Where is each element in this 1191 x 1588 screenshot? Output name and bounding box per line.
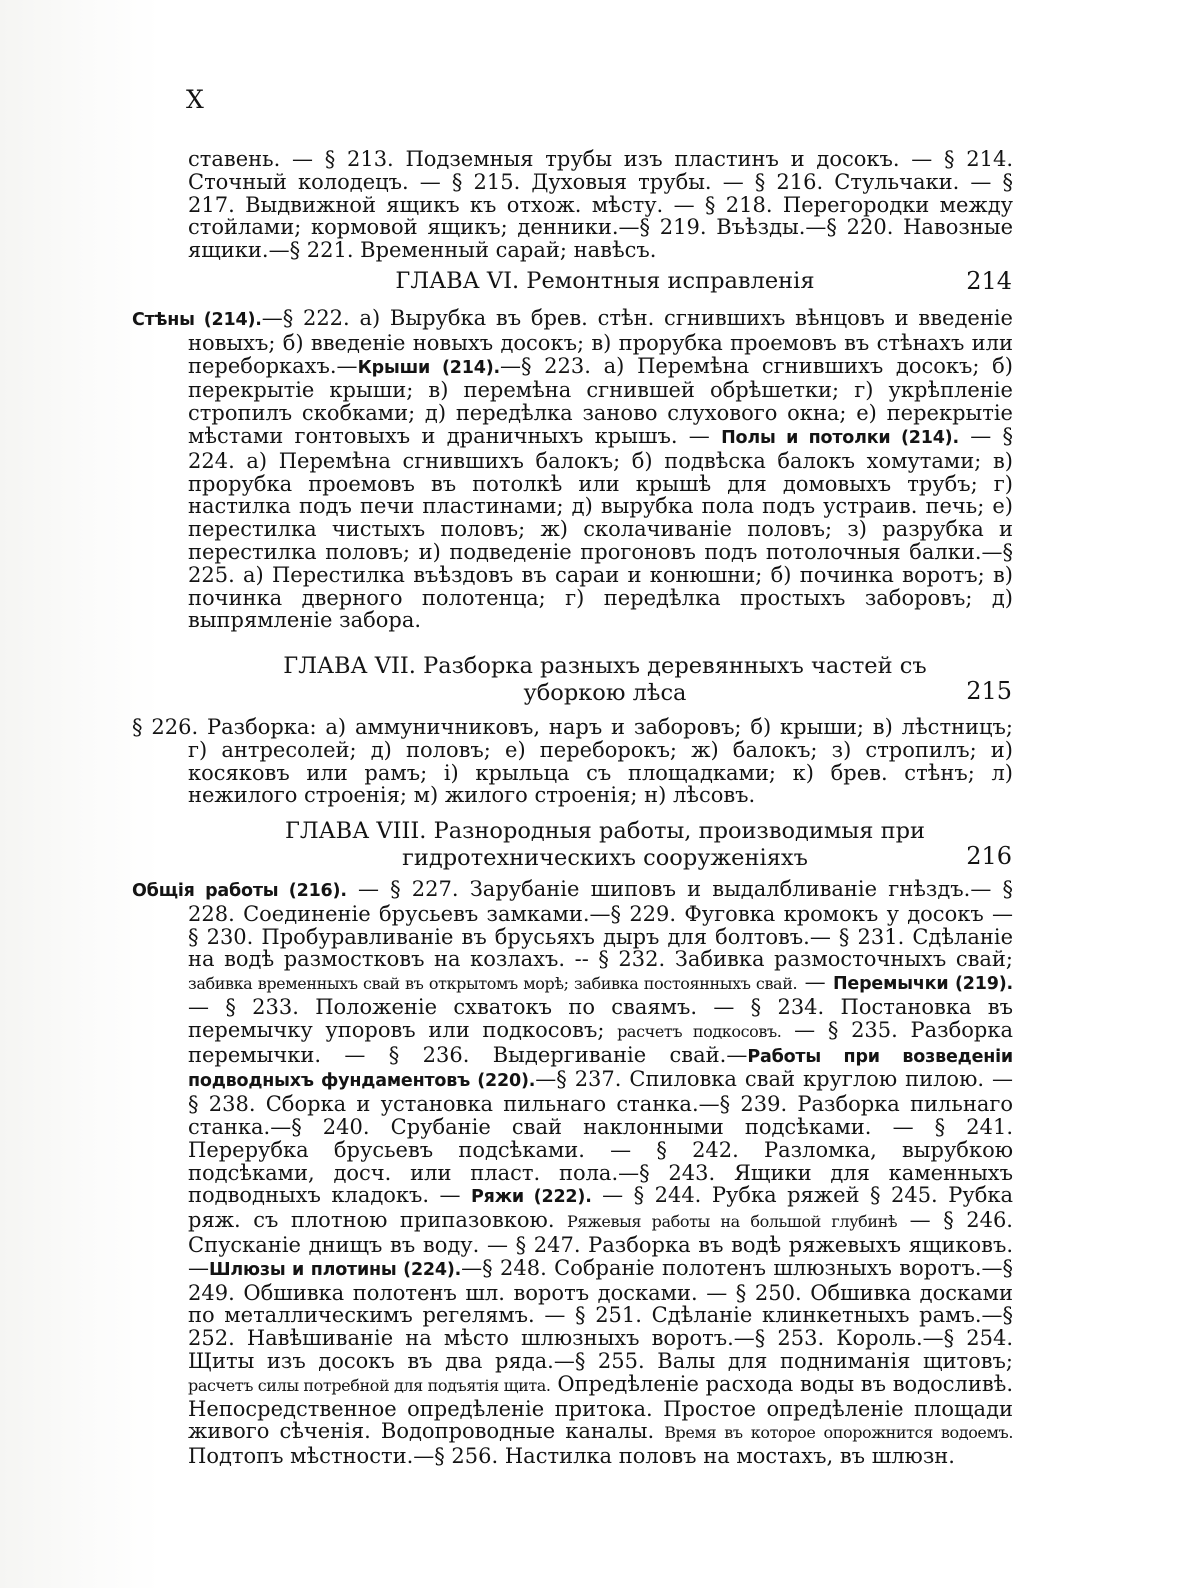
chapter-8-small-3: Ряжевыя работы на большой глубинѣ	[567, 1212, 898, 1232]
chapter-8-text-3: — § 233. Положеніе схватокъ по сваямъ. — § 234. Постановка въ перемычку упоровъ или подкосовъ;	[188, 994, 1013, 1042]
chapter-8-small-5: Время въ которое опорожнится водоемъ.	[664, 1423, 1014, 1443]
chapter-8-text-5: —§ 237. Спиловка свай круглою пилою. — § 238. Сборка и установка пильнаго станка.—§ 239. Разборка пильнаго станка.—§ 240. Срубаніе свай наклонными подсѣками. — § 241. Перерубка брусьевъ подсѣками. — § 242. Разломка, вырубкою подсѣками, досч. или пласт. пола.—§ 243. Ящики для каменныхъ подводныхъ кладокъ. —	[188, 1067, 1013, 1208]
chapter-7-heading	[132, 653, 1012, 709]
chapter-8-text-8: —§ 248. Собраніе полотенъ шлюзныхъ воротъ.—§ 249. Обшивка полотенъ шл. воротъ досками. — § 250. Обшивка досками по металлическимъ регелямъ. — § 251. Сдѣланіе клинкетныхъ рамъ.—§ 252. Навѣшиваніе на мѣсто шлюзныхъ воротъ.—§ 253. Король.—§ 254. Щиты изъ досокъ въ два ряда.—§ 255. Валы для подниманія щитовъ;	[188, 1255, 1013, 1373]
page-number: X	[186, 85, 205, 114]
chapter-6-text-a: —§ 222. а) Вырубка въ брев. стѣн. сгнившихъ вѣнцовъ и введеніе новыхъ; б) введеніе новыхъ досокъ; в) прорубка проемовъ въ стѣнахъ или переборкахъ.—	[188, 306, 1013, 378]
chapter-8-text-4: — § 235. Разборка перемычки. — § 236. Выдергиваніе свай.—	[188, 1017, 1014, 1067]
chapter-6-body	[132, 307, 1013, 632]
chapter-8-text-2: —	[797, 970, 833, 995]
chapter-6-heading	[132, 268, 1012, 298]
chapter-8-text-9: Опредѣленіе расхода воды въ водосливѣ. Непосредственное опредѣленіе притока. Простое опредѣленіе площади живого сѣченія. Водопроводные каналы.	[188, 1371, 1013, 1444]
chapter-7-title-line1: ГЛАВА VII. Разборка разныхъ деревянныхъ частей съ	[283, 653, 927, 679]
chapter-8-text-10: Подтопъ мѣстности.—§ 256. Настилка половъ на мостахъ, въ шлюзн.	[188, 1444, 955, 1469]
chapter-8-small-2: расчетъ подкосовъ.	[617, 1021, 782, 1041]
chapter-6-text-c: — § 224. а) Перемѣна сгнившихъ балокъ; б) подвѣска балокъ хомутами; в) прорубка проемовъ въ потолкѣ или крышѣ для домовыхъ трубъ; г) настилка подъ печи пластинами; д) вырубка пола подъ устраив. печь; е) перестилка чистыхъ половъ; ж) сколачиваніе половъ; з) разрубка и перестилка половъ; и) подведеніе прогоновъ подъ потолочныя балки.—§ 225. а) Перестилка въѣздовъ въ сараи и конюшни; б) починка воротъ; в) починка дверного полотенца; г) передѣлка простыхъ заборовъ; д) выпрямленіе забора.	[188, 423, 1013, 633]
intro-paragraph: ставень. — § 213. Подземныя трубы изъ пластинъ и досокъ. — § 214. Сточный колодецъ. — § 215. Духовыя трубы. — § 216. Стульчаки. — § 217. Выдвижной ящикъ къ отхож. мѣсту. — § 218. Перегородки между стойлами; кормовой ящикъ; денники.—§ 219. Въѣзды.—§ 220. Навозные ящики.—§ 221. Временный сарай; навѣсъ.	[188, 147, 1013, 263]
section-roofs: Крыши (214).	[357, 357, 500, 378]
chapter-8-text-7: — § 246. Спусканіе днищъ въ воду. — § 247. Разборка въ водѣ ряжевыхъ ящиковъ.—	[188, 1208, 1013, 1280]
section-underwater-foundations: Работы при возведеніи подводныхъ фундаментовъ (220).	[188, 1046, 1013, 1092]
chapter-6-page-ref: 214	[966, 267, 1012, 295]
chapter-6-text-b: —§ 223. а) Перемѣна сгнившихъ досокъ; б) перекрытіе крыши; в) перемѣна сгнившей обрѣшетки; г) укрѣпленіе стропилъ скобками; д) передѣлка заново слухового окна; е) перекрытіе мѣстами гонтовыхъ и драничныхъ крышъ. —	[188, 353, 1013, 448]
section-cofferdams: Перемычки (219).	[832, 974, 1013, 995]
chapter-8-text-6: — § 244. Рубка ряжей § 245. Рубка ряж. съ плотною припазовкою.	[188, 1183, 1013, 1233]
chapter-7-page-ref: 215	[966, 677, 1012, 705]
section-cribs: Ряжи (222).	[471, 1187, 592, 1208]
section-floors-ceilings: Полы и потолки (214).	[721, 427, 959, 448]
chapter-8-text-1: — § 227. Зарубаніе шиповъ и выдалбливаніе гнѣздъ.— § 228. Соединеніе брусьевъ замками.—§ 229. Фуговка кромокъ у досокъ — § 230. Пробуравливаніе въ брусьяхъ дыръ для болтовъ.— § 231. Сдѣланіе на водѣ размостковъ на козлахъ. -- § 232. Забивка размосточныхъ свай;	[188, 877, 1013, 972]
chapter-8-heading	[132, 818, 1012, 874]
section-locks-dams: Шлюзы и плотины (224).	[209, 1259, 462, 1280]
section-lead-general-works: Общія работы (216).	[132, 881, 347, 901]
chapter-8-small-4: расчетъ силы потребной для подъятія щита.	[188, 1375, 551, 1395]
chapter-7-title-line2: уборкою лѣса	[523, 680, 687, 706]
chapter-8-body	[132, 878, 1013, 1468]
chapter-8-small-1: забивка временныхъ свай въ открытомъ морѣ; забивка постоянныхъ свай.	[188, 974, 798, 994]
section-lead-walls: Стѣны (214).	[132, 310, 262, 330]
chapter-7-body: § 226. Разборка: а) аммуничниковъ, наръ и заборовъ; б) крыши; в) лѣстницъ; г) антресолей; д) половъ; е) переборокъ; ж) балокъ; з) стропилъ; и) косяковъ или рамъ; і) крыльца съ площадками; к) брев. стѣнъ; л) нежилого строенія; м) жилого строенія; н) лѣсовъ.	[132, 715, 1013, 808]
chapter-6-title: ГЛАВА VI. Ремонтныя исправленія	[395, 268, 815, 294]
chapter-8-title-line1: ГЛАВА VIII. Разнородныя работы, производимыя при	[284, 818, 926, 844]
chapter-8-page-ref: 216	[966, 842, 1012, 870]
chapter-8-title-line2: гидротехническихъ сооруженіяхъ	[402, 845, 808, 871]
